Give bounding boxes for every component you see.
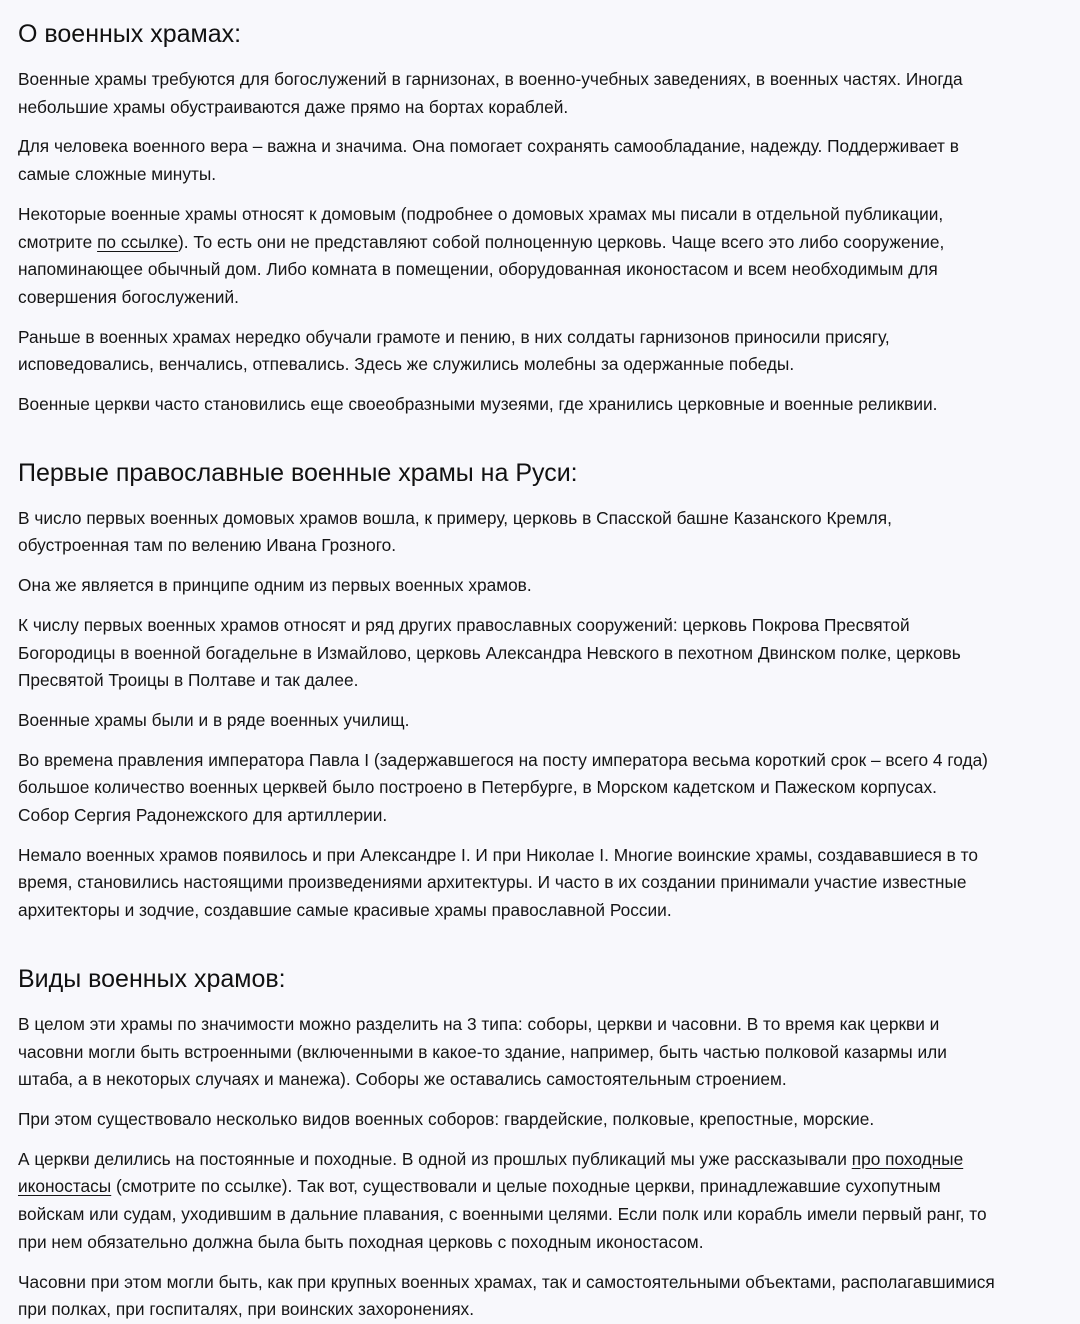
text-line [18, 1229, 1080, 1257]
text-line [18, 66, 1080, 94]
section-heading: Первые православные военные храмы на Руси: [18, 458, 578, 487]
text-line [18, 284, 1080, 312]
text-line [18, 640, 1080, 668]
text-segment: войскам или судам, уходившим в дальние плавания, с военными целями. Если полк или корабль имели первый ранг, то [18, 1204, 987, 1225]
text-line [18, 1011, 1080, 1039]
inline-link[interactable]: иконостасы [18, 1176, 112, 1197]
paragraph [18, 201, 1080, 312]
text-segment: Богородицы в военной богадельне в Измайлово, церковь Александра Невского в пехотном Двинском полке, церковь [18, 642, 961, 663]
text-line [18, 774, 1080, 802]
text-segment: напоминающее обычный дом. Либо комната в помещении, оборудованная иконостасом и всем необходимым для [18, 259, 938, 280]
text-segment: небольшие храмы обустраиваются даже прямо на бортах кораблей. [18, 96, 569, 117]
text-segment: при нем обязательно должна была быть походная церковь с походным иконостасом. [18, 1231, 704, 1252]
text-segment: исповедовались, венчались, отпевались. Здесь же служились молебны за одержанные победы. [18, 354, 795, 375]
text-segment: при полках, при госпиталях, при воинских захоронениях. [18, 1299, 474, 1320]
text-segment: самые сложные минуты. [18, 164, 217, 185]
paragraph [18, 1011, 1080, 1094]
text-line [18, 869, 1080, 897]
paragraph [18, 391, 1080, 419]
text-line [18, 161, 1080, 189]
text-line [18, 897, 1080, 925]
text-segment: Пресвятой Троицы в Полтаве и так далее. [18, 670, 359, 691]
inline-link[interactable]: про походные [851, 1148, 964, 1169]
text-line [18, 505, 1080, 533]
text-line [18, 572, 1080, 600]
text-segment: Во времена правления императора Павла I (задержавшегося на посту императора весьма короткий срок – всего 4 года) [18, 749, 988, 770]
text-line [18, 532, 1080, 560]
text-segment: К числу первых военных храмов относят и ряд других православных сооружений: церковь Покрова Пресвятой [18, 614, 910, 635]
text-segment: Военные церкви часто становились еще своеобразными музеями, где хранились церковные и военные реликвии. [18, 394, 938, 415]
text-segment: Военные храмы требуются для богослужений в гарнизонах, в военно-учебных заведениях, в военных частях. Иногда [18, 69, 963, 89]
paragraph [18, 572, 1080, 600]
text-line [18, 1269, 1080, 1297]
text-segment: Часовни при этом могли быть, как при крупных военных храмах, так и самостоятельными объектами, располагавшимися [18, 1271, 995, 1292]
paragraph [18, 66, 1080, 121]
paragraph [18, 1146, 1080, 1257]
text-line [18, 256, 1080, 284]
text-segment: Военные храмы были и в ряде военных училищ. [18, 709, 410, 730]
paragraph [18, 612, 1080, 695]
paragraph [18, 1269, 1080, 1324]
text-segment: Собор Сергия Радонежского для артиллерии. [18, 805, 388, 826]
text-segment: В целом эти храмы по значимости можно разделить на 3 типа: соборы, церкви и часовни. В то время как церкви и [18, 1013, 940, 1034]
text-line [18, 229, 1080, 257]
paragraph [18, 747, 1080, 830]
text-line [18, 1201, 1080, 1229]
text-segment: А церкви делились на постоянные и походные. В одной из прошлых публикаций мы уже рассказывали [18, 1148, 852, 1169]
text-line [18, 1066, 1080, 1094]
paragraph [18, 1106, 1080, 1134]
text-line [18, 1173, 1080, 1201]
text-segment: время, становились настоящими произведениями архитектуры. И часто в их создании принимали участие известные [18, 872, 967, 893]
text-line [18, 391, 1080, 419]
text-segment: обустроенная там по велению Ивана Грозного. [18, 535, 397, 556]
inline-link[interactable]: по ссылке [97, 231, 178, 252]
text-line [18, 324, 1080, 352]
text-line [18, 1296, 1080, 1324]
text-line [18, 802, 1080, 830]
text-segment: штаба, а в некоторых случаях и манежа). Соборы же оставались самостоятельным строением. [18, 1069, 787, 1090]
paragraph [18, 707, 1080, 735]
text-line [18, 747, 1080, 775]
text-segment: Раньше в военных храмах нередко обучали грамоте и пению, в них солдаты гарнизонов приносили присягу, [18, 326, 890, 347]
text-line [18, 1146, 1080, 1174]
text-line [18, 133, 1080, 161]
paragraph [18, 324, 1080, 379]
text-line [18, 351, 1080, 379]
text-line [18, 1106, 1080, 1134]
text-line [18, 707, 1080, 735]
text-segment: При этом существовало несколько видов военных соборов: гвардейские, полковые, крепостные, морские. [18, 1108, 875, 1129]
paragraph [18, 133, 1080, 188]
text-segment: В число первых военных домовых храмов вошла, к примеру, церковь в Спасской башне Казанского Кремля, [18, 507, 892, 528]
text-line [18, 1039, 1080, 1067]
paragraph [18, 842, 1080, 925]
section-heading: О военных храмах: [18, 20, 242, 48]
text-segment: архитекторы и зодчие, создавшие самые красивые храмы православной России. [18, 900, 672, 921]
text-segment: большое количество военных церквей было построено в Петербурге, в Морском кадетском и Пажеском корпусах. [18, 777, 937, 798]
text-segment: Немало военных храмов появилось и при Александре I. И при Николае I. Многие воинские храмы, создававшиеся в то [18, 844, 978, 865]
text-segment: часовни могли быть встроенными (включенными в какое-то здание, например, быть частью полковой казармы или [18, 1041, 947, 1062]
text-line [18, 201, 1080, 229]
text-segment: смотрите [18, 231, 98, 252]
text-segment: ). То есть они не представляют собой полноценную церковь. Чаще всего это либо сооружение, [178, 231, 945, 252]
text-line [18, 612, 1080, 640]
section-heading: Виды военных храмов: [18, 964, 286, 993]
paragraph [18, 505, 1080, 560]
text-segment: Некоторые военные храмы относят к домовым (подробнее о домовых храмах мы писали в отдельной публикации, [18, 203, 944, 224]
text-segment: совершения богослужений. [18, 286, 239, 307]
text-line [18, 842, 1080, 870]
text-segment: Она же является в принципе одним из первых военных храмов. [18, 575, 532, 596]
text-segment: (смотрите по ссылке). Так вот, существовали и целые походные церкви, принадлежавшие сухопутным [111, 1176, 941, 1197]
text-line [18, 667, 1080, 695]
text-line [18, 94, 1080, 122]
text-segment: Для человека военного вера – важна и значима. Она помогает сохранять самообладание, надежду. Поддерживает в [18, 136, 959, 157]
